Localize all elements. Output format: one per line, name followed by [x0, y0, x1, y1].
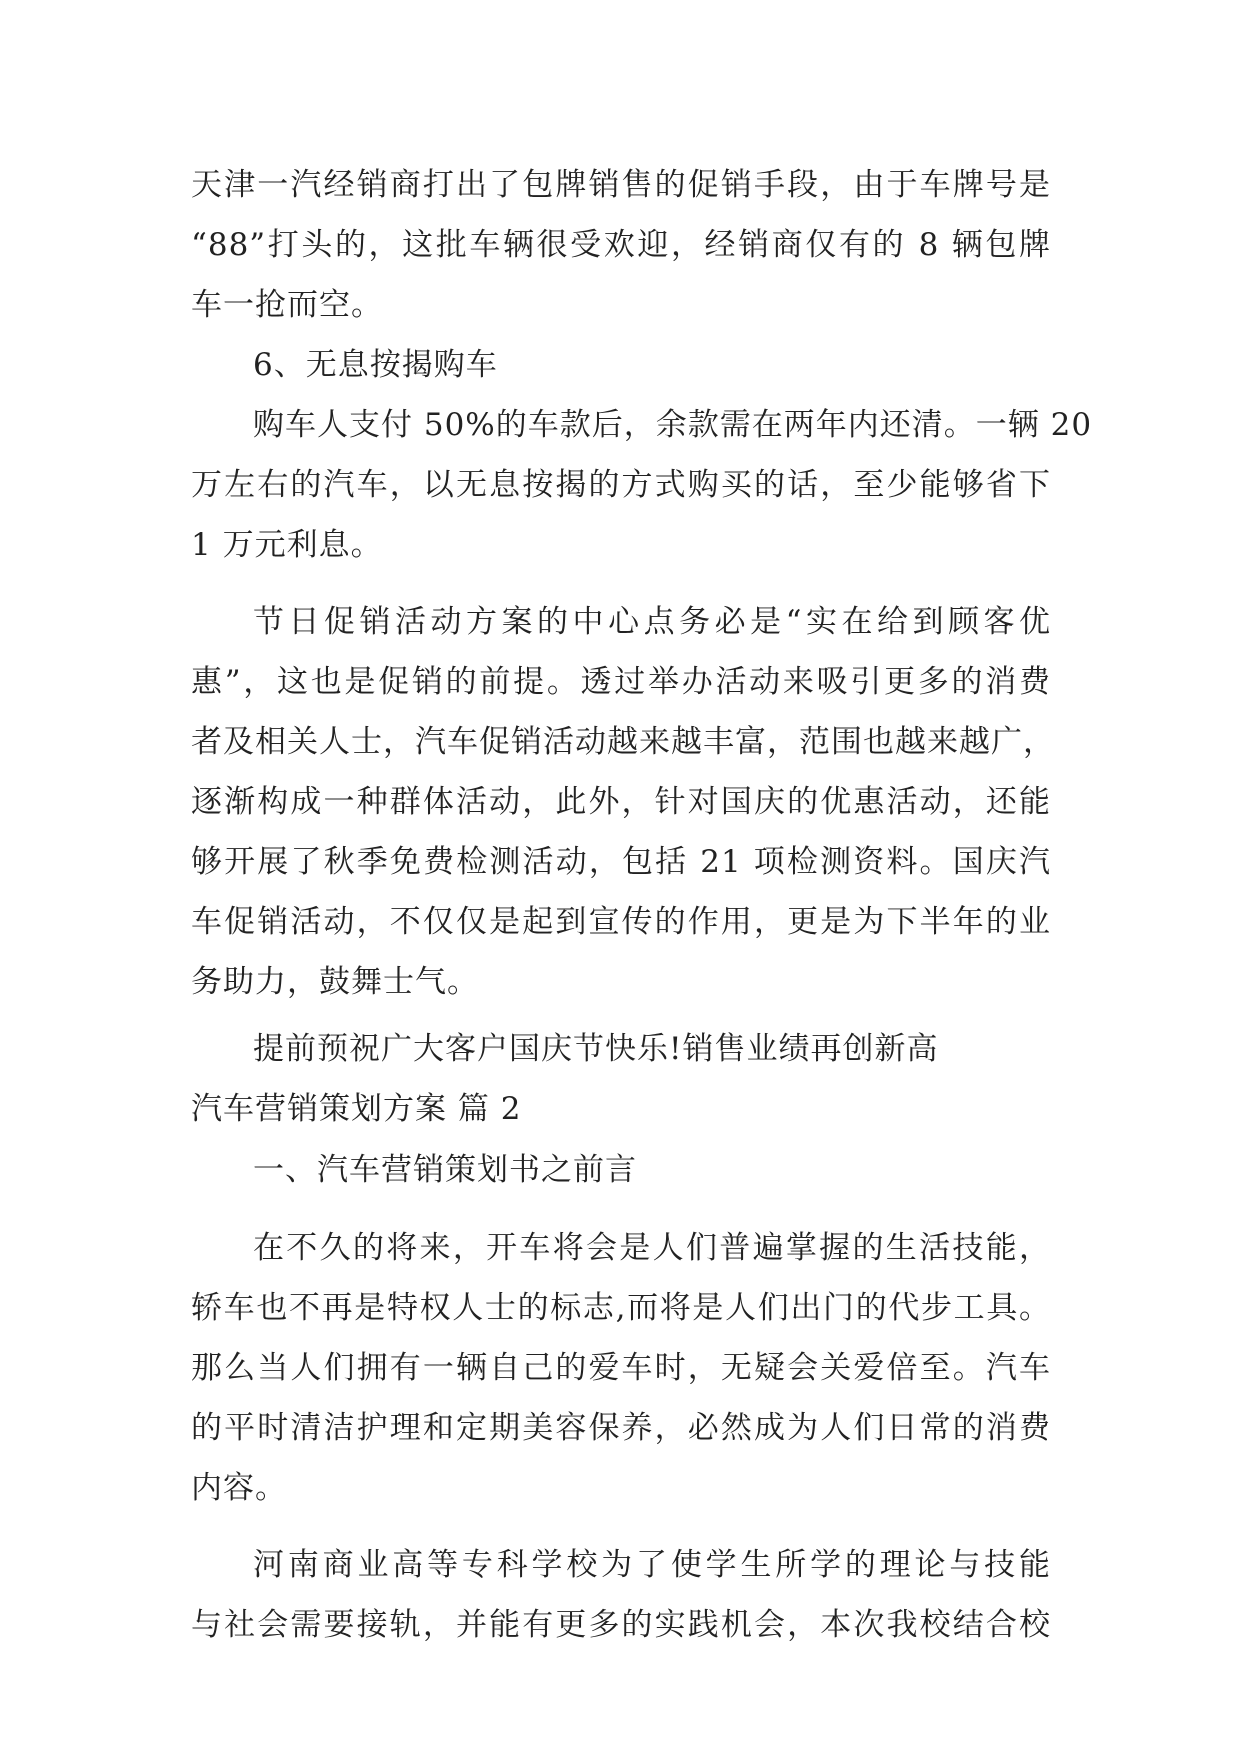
article-title: 汽车营销策划方案 篇 2	[191, 1091, 522, 1127]
body-text-line: 提前预祝广大客户国庆节快乐!销售业绩再创新高	[253, 1031, 939, 1067]
body-text-line: 1 万元利息。	[191, 527, 383, 563]
body-text-line: 惠”，这也是促销的前提。透过举办活动来吸引更多的消费	[191, 664, 1051, 700]
body-text-line: 河南商业高等专科学校为了使学生所学的理论与技能	[253, 1547, 1051, 1583]
body-text-line: 购车人支付 50%的车款后，余款需在两年内还清。一辆 20	[253, 407, 1093, 443]
body-text-line: 节日促销活动方案的中心点务必是“实在给到顾客优	[253, 604, 1051, 640]
body-text-line: 在不久的将来，开车将会是人们普遍掌握的生活技能，	[253, 1230, 1051, 1266]
body-text-line: 车促销活动，不仅仅是起到宣传的作用，更是为下半年的业	[191, 904, 1051, 940]
body-text-line: 务助力，鼓舞士气。	[191, 964, 479, 1000]
body-text-line: “88”打头的，这批车辆很受欢迎，经销商仅有的 8 辆包牌	[191, 227, 1051, 263]
body-text-line: 逐渐构成一种群体活动，此外，针对国庆的优惠活动，还能	[191, 784, 1051, 820]
section-heading: 一、汽车营销策划书之前言	[253, 1152, 637, 1188]
body-text-line: 天津一汽经销商打出了包牌销售的促销手段，由于车牌号是	[191, 167, 1051, 203]
body-text-line: 的平时清洁护理和定期美容保养，必然成为人们日常的消费	[191, 1410, 1051, 1446]
section-heading: 6、无息按揭购车	[253, 347, 498, 383]
body-text-line: 车一抢而空。	[191, 287, 383, 323]
body-text-line: 与社会需要接轨，并能有更多的实践机会，本次我校结合校	[191, 1607, 1051, 1643]
body-text-line: 万左右的汽车，以无息按揭的方式购买的话，至少能够省下	[191, 467, 1051, 503]
body-text-line: 者及相关人士，汽车促销活动越来越丰富，范围也越来越广，	[191, 724, 1055, 760]
body-text-line: 那么当人们拥有一辆自己的爱车时，无疑会关爱倍至。汽车	[191, 1350, 1051, 1386]
body-text-line: 轿车也不再是特权人士的标志,而将是人们出门的代步工具。	[191, 1290, 1051, 1326]
body-text-line: 内容。	[191, 1470, 287, 1506]
body-text-line: 够开展了秋季免费检测活动，包括 21 项检测资料。国庆汽	[191, 844, 1051, 880]
